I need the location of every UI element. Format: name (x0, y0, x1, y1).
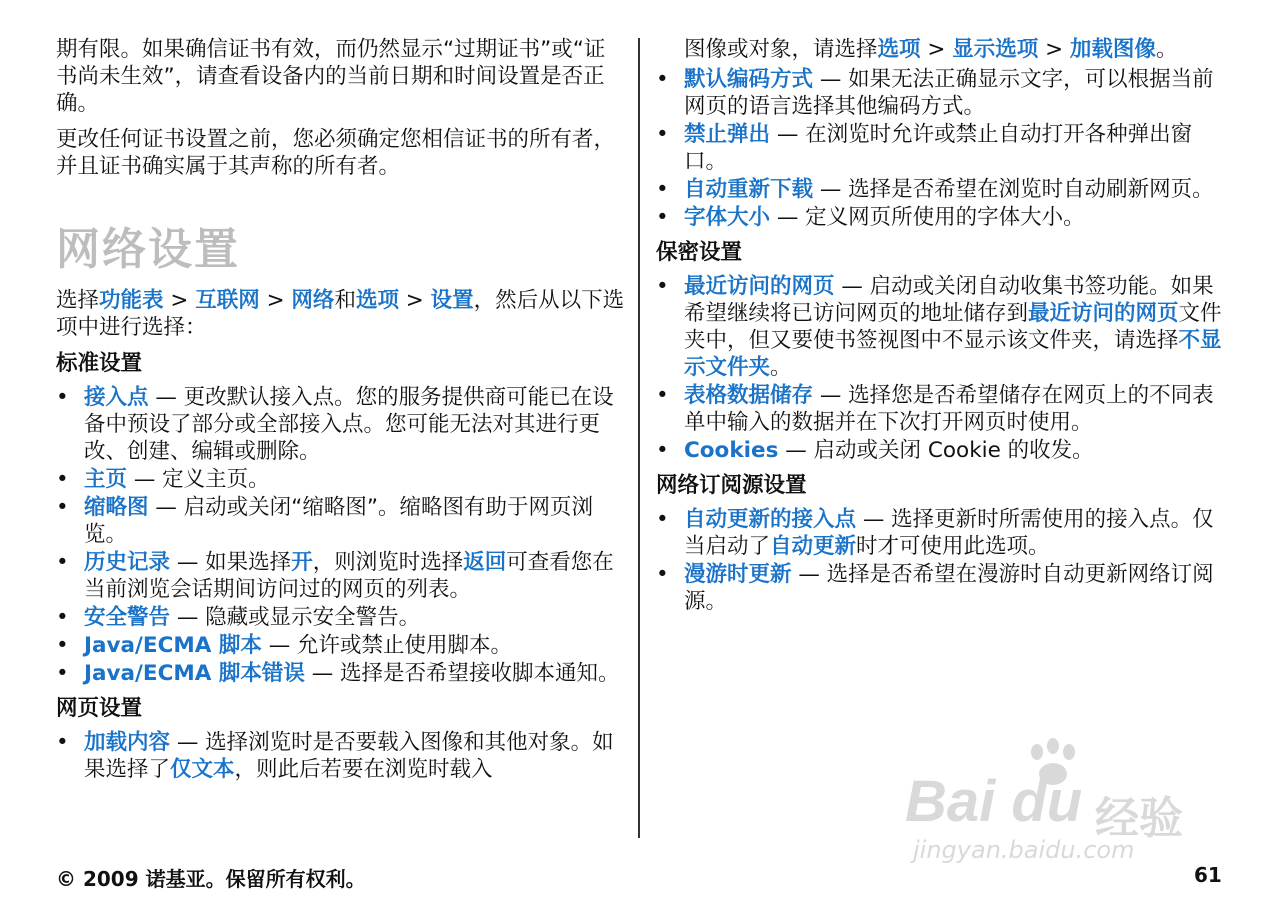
term-access-point: 接入点 (84, 385, 149, 410)
term-auto-update: 自动更新 (770, 534, 857, 559)
standard-settings-list (56, 384, 626, 687)
intro-paragraph: 选择功能表 > 互联网 > 网络和选项 > 设置，然后从以下选项中进行选择： (56, 288, 625, 340)
term-history: 历史记录 (84, 550, 171, 575)
menu-term-internet: 互联网 (195, 288, 260, 313)
left-column (56, 36, 626, 791)
term-recent-pages: 最近访问的网页 (684, 274, 835, 299)
term-load-content: 加载内容 (84, 730, 171, 755)
term-default-encoding: 默认编码方式 (684, 67, 814, 92)
section-heading-network-settings: 网络设置 (56, 224, 240, 275)
term-update-when-roaming: 漫游时更新 (684, 562, 792, 587)
term-java-ecma-script-error: Java/ECMA 脚本错误 (84, 661, 305, 686)
term-auto-reload: 自动重新下载 (684, 177, 814, 202)
list-item: • Java/ECMA 脚本错误 — 选择是否希望接收脚本通知。 (56, 660, 626, 687)
paragraph-certificate-date: 期有限。如果确信证书有效，而仍然显示“过期证书”或“证书尚未生效”，请查看设备内的当前日期和时间设置是否正确。 (56, 37, 606, 116)
menu-term-options: 选项 (877, 37, 921, 62)
menu-term-display-options: 显示选项 (952, 37, 1039, 62)
list-item: • Java/ECMA 脚本 — 允许或禁止使用脚本。 (56, 632, 626, 659)
watermark-brand-chinese: 经验 (1095, 793, 1183, 844)
menu-term-network: 网络 (291, 288, 335, 313)
list-item: • 主页 — 定义主页。 (56, 466, 626, 493)
webpage-settings-list (56, 729, 626, 783)
list-item: • 接入点 — 更改默认接入点。您的服务提供商可能已在设备中预设了部分或全部接入点。您可能无法对其进行更改、创建、编辑或删除。 (56, 384, 626, 465)
menu-term-functions: 功能表 (99, 288, 164, 313)
list-item: • 自动重新下载 — 选择是否希望在浏览时自动刷新网页。 (656, 176, 1228, 203)
list-item: • 加载内容 — 选择浏览时是否要载入图像和其他对象。如果选择了仅文本，则此后若要在浏览时载入 (56, 729, 626, 783)
term-recent-pages-folder: 最近访问的网页 (1028, 301, 1179, 326)
webpage-settings-list-cont (656, 66, 1228, 231)
continued-list-text: 图像或对象，请选择选项 > 显示选项 > 加载图像。 (684, 37, 1178, 62)
term-font-size: 字体大小 (684, 205, 771, 230)
copyright-footer: © 2009 诺基亚。保留所有权利。 (56, 867, 366, 891)
feed-settings-list (656, 506, 1228, 615)
term-security-warning: 安全警告 (84, 605, 171, 630)
list-item: • 历史记录 — 如果选择开，则浏览时选择返回可查看您在当前浏览会话期间访问过的网页的列表。 (56, 549, 626, 603)
privacy-settings-list (656, 273, 1228, 464)
list-item: • 自动更新的接入点 — 选择更新时所需使用的接入点。仅当启动了自动更新时才可使用此选项。 (656, 506, 1228, 560)
menu-term-options: 选项 (355, 288, 399, 313)
term-on: 开 (291, 550, 313, 575)
term-hide-folder: 不显示文件夹 (684, 328, 1222, 380)
column-divider (638, 38, 640, 838)
list-item: • 字体大小 — 定义网页所使用的字体大小。 (656, 204, 1228, 231)
subheading-feed-settings: 网络订阅源设置 (656, 473, 807, 498)
menu-term-load-images: 加载图像 (1069, 37, 1156, 62)
list-item: • 禁止弹出 — 在浏览时允许或禁止自动打开各种弹出窗口。 (656, 121, 1228, 175)
watermark-brand: Bai du (905, 769, 1083, 834)
subheading-privacy-settings: 保密设置 (656, 240, 743, 265)
term-back: 返回 (463, 550, 507, 575)
baidu-jingyan-watermark (905, 738, 1205, 868)
list-item: • 漫游时更新 — 选择是否希望在漫游时自动更新网络订阅源。 (656, 561, 1228, 615)
list-item: • 表格数据储存 — 选择您是否希望储存在网页上的不同表单中输入的数据并在下次打开网页时使用。 (656, 382, 1228, 436)
right-column (656, 36, 1228, 623)
term-form-data: 表格数据储存 (684, 383, 814, 408)
menu-term-settings: 设置 (430, 288, 474, 313)
list-item: • 缩略图 — 启动或关闭“缩略图”。缩略图有助于网页浏览。 (56, 494, 626, 548)
term-homepage: 主页 (84, 467, 128, 492)
term-cookies: Cookies (684, 438, 779, 463)
term-thumbnail: 缩略图 (84, 495, 149, 520)
term-text-only: 仅文本 (170, 757, 235, 782)
list-item: • 最近访问的网页 — 启动或关闭自动收集书签功能。如果希望继续将已访问网页的地址储存到最近访问的网页文件夹中，但又要使书签视图中不显示该文件夹，请选择不显示文件夹。 (656, 273, 1228, 381)
term-java-ecma-script: Java/ECMA 脚本 (84, 633, 262, 658)
list-item: • Cookies — 启动或关闭 Cookie 的收发。 (656, 437, 1228, 464)
subheading-webpage-settings: 网页设置 (56, 696, 143, 721)
page-number: 61 (1194, 863, 1222, 887)
list-item: • 默认编码方式 — 如果无法正确显示文字，可以根据当前网页的语言选择其他编码方式。 (656, 66, 1228, 120)
watermark-url: jingyan.baidu.com (913, 836, 1135, 864)
list-item: • 安全警告 — 隐藏或显示安全警告。 (56, 604, 626, 631)
paragraph-certificate-owner: 更改任何证书设置之前，您必须确定您相信证书的所有者，并且证书确实属于其声称的所有者。 (56, 127, 616, 179)
term-block-popups: 禁止弹出 (684, 122, 771, 147)
subheading-standard-settings: 标准设置 (56, 351, 143, 376)
term-auto-update-access-point: 自动更新的接入点 (684, 507, 857, 532)
